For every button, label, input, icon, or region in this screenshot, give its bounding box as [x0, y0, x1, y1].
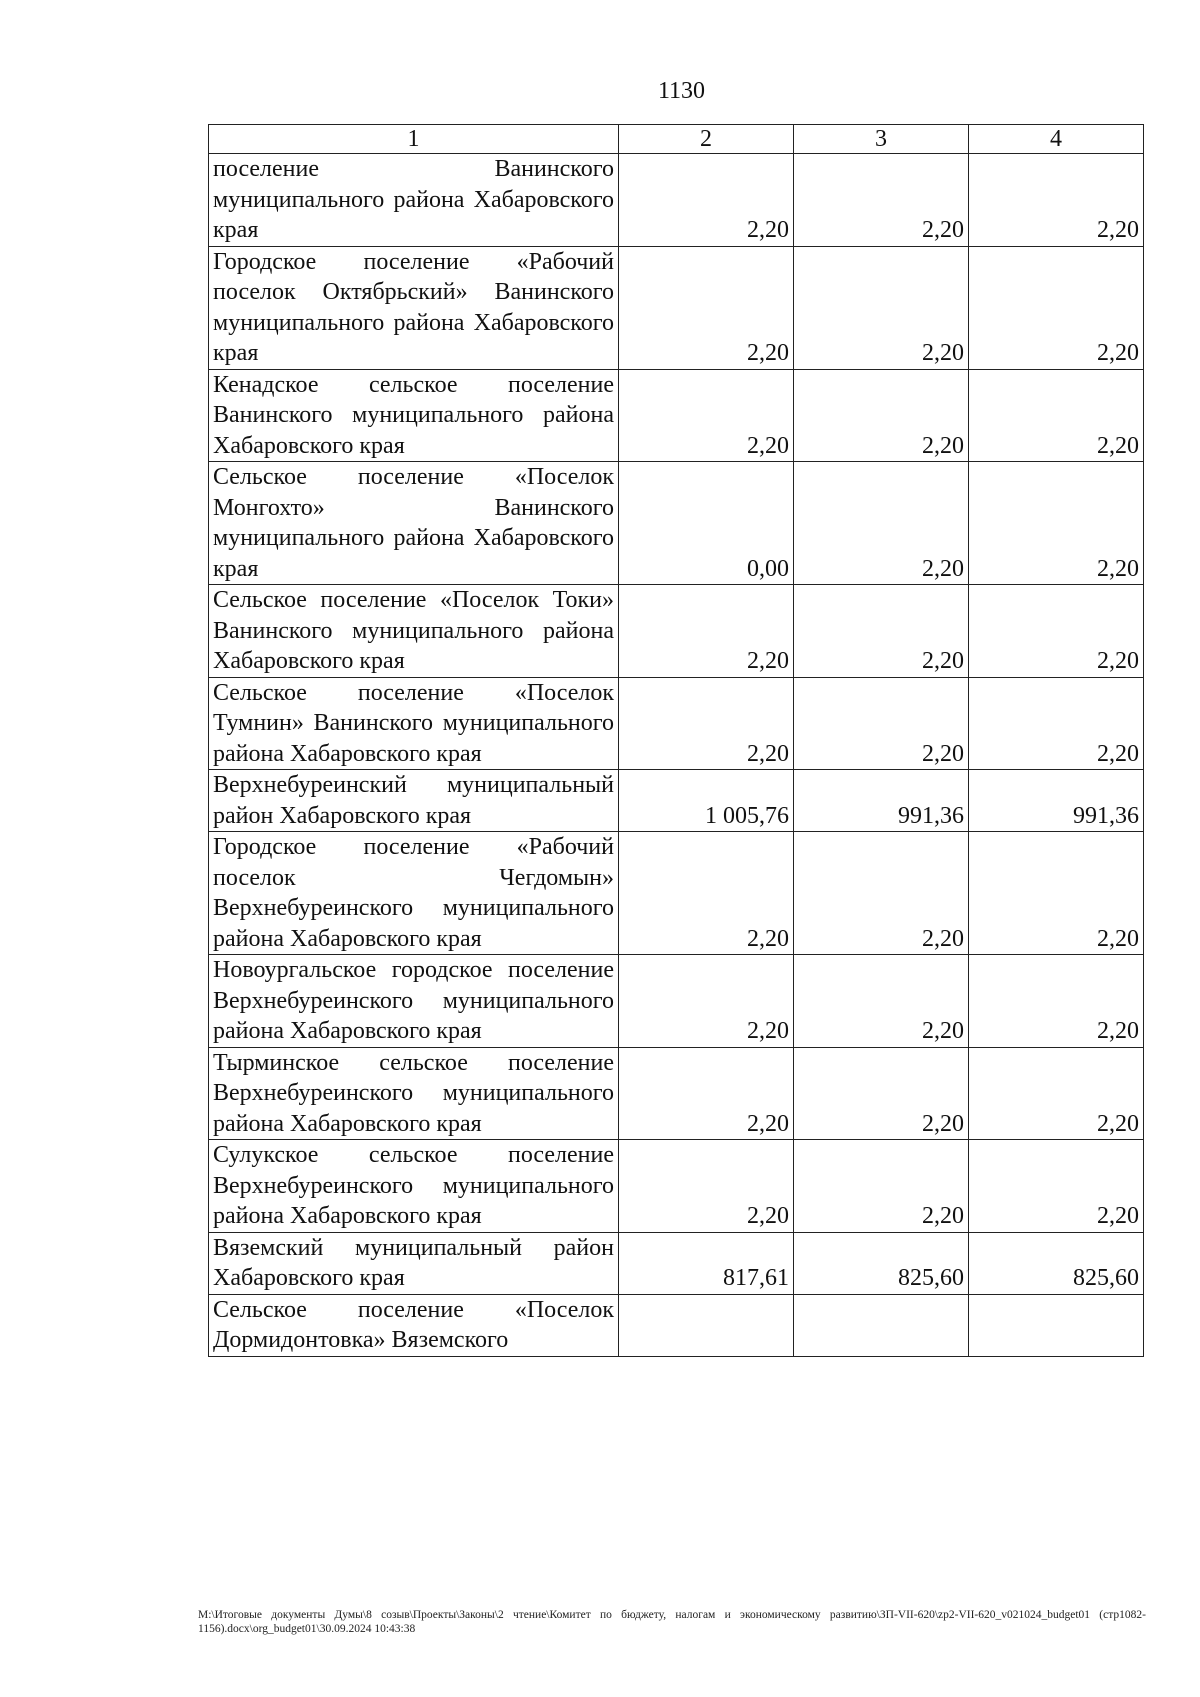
value-col3-cell: 825,60 [794, 1232, 969, 1294]
table-row [209, 369, 1144, 462]
value-col4-cell [969, 1294, 1144, 1356]
value-col4-cell: 2,20 [969, 369, 1144, 462]
municipality-name-cell: поселение Ванинского муниципального района Хабаровского края [209, 154, 619, 247]
municipality-name-cell: Сельское поселение «Поселок Монгохто» Ванинского муниципального района Хабаровского края [209, 462, 619, 585]
value-col2-cell: 2,20 [619, 154, 794, 247]
table-row [209, 585, 1144, 678]
value-col4-cell: 991,36 [969, 770, 1144, 832]
value-col2-cell: 2,20 [619, 246, 794, 369]
value-col3-cell: 2,20 [794, 677, 969, 770]
table-row [209, 1232, 1144, 1294]
municipality-name-cell: Сельское поселение «Поселок Дормидонтовка» Вяземского [209, 1294, 619, 1356]
value-col2-cell: 2,20 [619, 1047, 794, 1140]
table-body [209, 154, 1144, 1357]
page-number-text: 1130 [657, 78, 706, 104]
municipality-name-cell: Верхнебуреинский муниципальный район Хабаровского края [209, 770, 619, 832]
value-col4-cell: 2,20 [969, 832, 1144, 955]
municipality-name-cell: Сулукское сельское поселение Верхнебуреинского муниципального района Хабаровского края [209, 1140, 619, 1233]
column-header-1: 1 [209, 125, 619, 154]
table-row [209, 677, 1144, 770]
page-number [0, 78, 1200, 105]
value-col3-cell: 2,20 [794, 1140, 969, 1233]
value-col4-cell: 825,60 [969, 1232, 1144, 1294]
municipality-name-cell: Городское поселение «Рабочий поселок Чегдомын» Верхнебуреинского муниципального района Хабаровского края [209, 832, 619, 955]
value-col3-cell: 2,20 [794, 1047, 969, 1140]
value-col3-cell: 2,20 [794, 955, 969, 1048]
municipality-name-cell: Тырминское сельское поселение Верхнебуреинского муниципального района Хабаровского края [209, 1047, 619, 1140]
value-col3-cell [794, 1294, 969, 1356]
value-col2-cell: 2,20 [619, 677, 794, 770]
value-col4-cell: 2,20 [969, 1047, 1144, 1140]
value-col3-cell: 2,20 [794, 154, 969, 247]
column-header-3: 3 [794, 125, 969, 154]
value-col4-cell: 2,20 [969, 154, 1144, 247]
municipality-name-cell: Сельское поселение «Поселок Тумнин» Ванинского муниципального района Хабаровского края [209, 677, 619, 770]
value-col3-cell: 2,20 [794, 585, 969, 678]
value-col4-cell: 2,20 [969, 462, 1144, 585]
value-col3-cell: 991,36 [794, 770, 969, 832]
file-path-footer: M:\Итоговые документы Думы\8 созыв\Проекты\Законы\2 чтение\Комитет по бюджету, налогам и экономическому развитию\ЗП-VII-620\zp2-VII-620_v021024_budget01 (стр1082-1156).docx\org_budget01\30.09.2024 10:43:38 [198, 1609, 1146, 1635]
municipality-name-cell: Сельское поселение «Поселок Токи» Ванинского муниципального района Хабаровского края [209, 585, 619, 678]
table-row [209, 832, 1144, 955]
value-col2-cell: 2,20 [619, 955, 794, 1048]
column-header-4: 4 [969, 125, 1144, 154]
value-col4-cell: 2,20 [969, 955, 1144, 1048]
value-col2-cell: 2,20 [619, 585, 794, 678]
value-col3-cell: 2,20 [794, 832, 969, 955]
value-col4-cell: 2,20 [969, 677, 1144, 770]
value-col2-cell: 2,20 [619, 832, 794, 955]
table-row [209, 1140, 1144, 1233]
table-row [209, 462, 1144, 585]
value-col4-cell: 2,20 [969, 1140, 1144, 1233]
table-row [209, 1294, 1144, 1356]
value-col3-cell: 2,20 [794, 462, 969, 585]
value-col2-cell: 2,20 [619, 369, 794, 462]
value-col2-cell: 1 005,76 [619, 770, 794, 832]
municipality-name-cell: Городское поселение «Рабочий поселок Октябрьский» Ванинского муниципального района Хабаровского края [209, 246, 619, 369]
column-header-2: 2 [619, 125, 794, 154]
table-row [209, 955, 1144, 1048]
value-col4-cell: 2,20 [969, 585, 1144, 678]
value-col2-cell: 0,00 [619, 462, 794, 585]
table-row [209, 246, 1144, 369]
value-col3-cell: 2,20 [794, 369, 969, 462]
budget-table [208, 124, 1144, 1357]
municipality-name-cell: Кенадское сельское поселение Ванинского муниципального района Хабаровского края [209, 369, 619, 462]
table-row [209, 770, 1144, 832]
value-col2-cell [619, 1294, 794, 1356]
value-col4-cell: 2,20 [969, 246, 1144, 369]
table-row [209, 154, 1144, 247]
municipality-name-cell: Новоургальское городское поселение Верхнебуреинского муниципального района Хабаровского края [209, 955, 619, 1048]
table-row [209, 1047, 1144, 1140]
municipality-name-cell: Вяземский муниципальный район Хабаровского края [209, 1232, 619, 1294]
table-header-row [209, 125, 1144, 154]
value-col3-cell: 2,20 [794, 246, 969, 369]
value-col2-cell: 2,20 [619, 1140, 794, 1233]
value-col2-cell: 817,61 [619, 1232, 794, 1294]
